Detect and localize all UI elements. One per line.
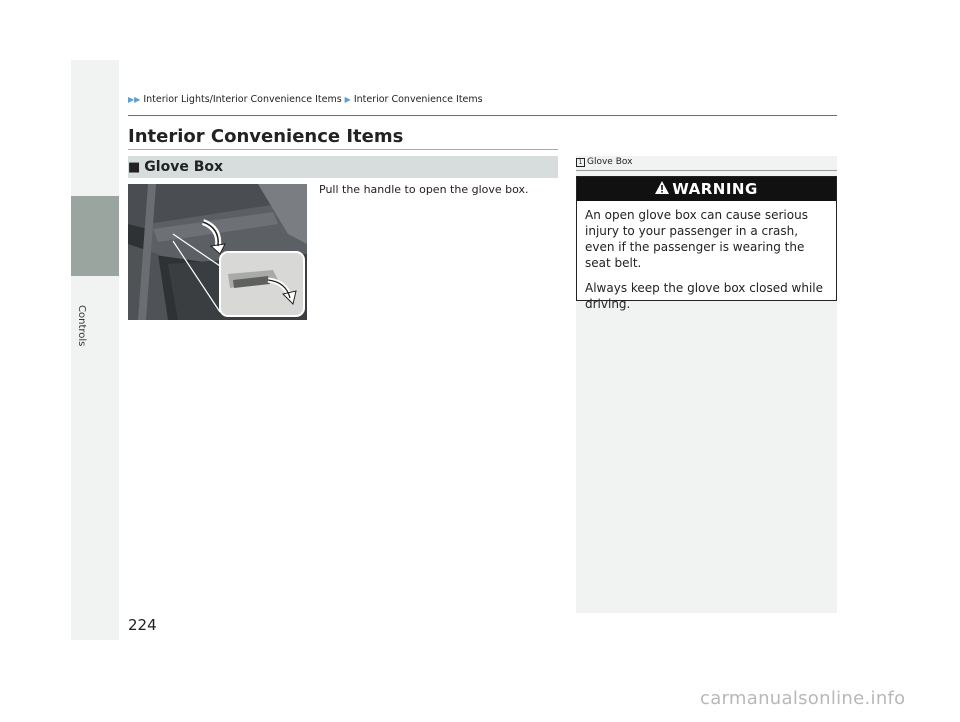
note-title: Glove Box [587,157,633,167]
glove-box-photo [128,184,307,320]
note-header [576,157,632,167]
chevron-right-icon: ▶ [344,95,351,104]
subsection-header [128,156,558,178]
watermark: carmanualsonline.info [700,688,906,709]
sidebar-tab [71,196,119,276]
title-divider [128,149,558,150]
warning-paragraph: Always keep the glove box closed while driving. [585,281,824,311]
warning-body [577,201,836,312]
sidebar-background [71,60,119,640]
warning-header [577,177,836,201]
body-paragraph: Pull the handle to open the glove box. [319,183,529,196]
breadcrumb-item[interactable]: Interior Convenience Items [353,94,483,105]
warning-paragraph: An open glove box can cause serious injury to your passenger in a crash, even if the passenger is wearing the seat belt. [585,208,808,270]
subsection-title: Glove Box [144,159,224,175]
note-divider [576,170,837,171]
page-title: Interior Convenience Items [128,126,404,147]
breadcrumb [128,94,483,105]
reference-icon: 1 [576,158,585,167]
square-bullet-icon: ■ [128,159,141,175]
chevron-right-icon: ▶▶ [128,95,141,104]
warning-label: WARNING [672,180,758,198]
header-divider [128,115,837,116]
breadcrumb-item[interactable]: Interior Lights/Interior Convenience Items [143,94,342,105]
page-number: 224 [128,616,157,634]
warning-box [576,176,837,311]
glove-box-illustration [128,184,307,320]
warning-triangle-icon [655,180,669,198]
sidebar-label: Controls [76,305,87,347]
